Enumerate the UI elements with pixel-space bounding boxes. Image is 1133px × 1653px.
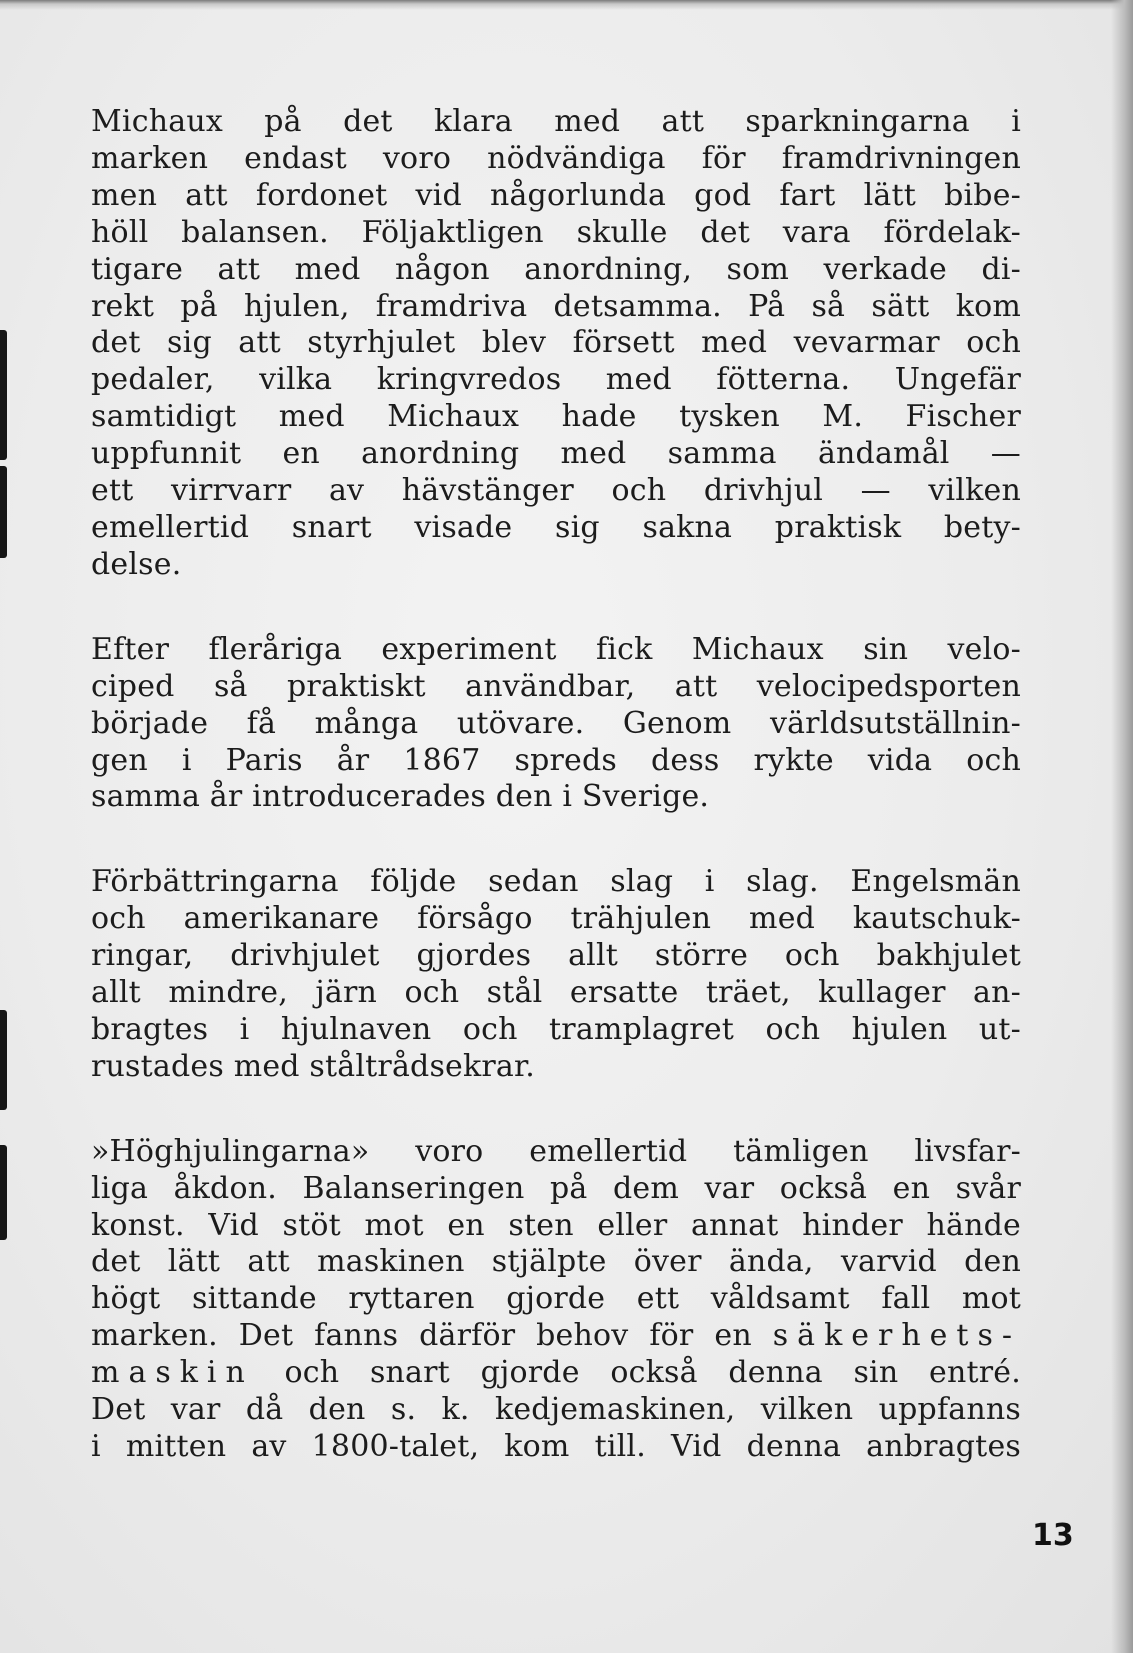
- text-line: [91, 1318, 1021, 1355]
- text-line: rekt på hjulen, framdriva detsamma. På så sätt kom: [91, 288, 1021, 324]
- paragraph-4: [91, 1134, 1021, 1466]
- text-line: ciped så praktiskt användbar, att velocipedsporten: [91, 668, 1021, 704]
- page-number: 13: [1032, 1518, 1074, 1553]
- text-line: samtidigt med Michaux hade tysken M. Fischer: [91, 399, 1021, 435]
- text-line: [91, 1355, 1021, 1392]
- paragraph-1: [91, 104, 1021, 584]
- spaced-emphasis: maskin: [91, 1355, 254, 1391]
- page-top-edge-shadow: [0, 0, 1133, 10]
- text-line: »Höghjulingarna» voro emellertid tämligen livsfar-: [91, 1133, 1021, 1169]
- text-line: ett virrvarr av hävstänger och drivhjul — vilken: [91, 473, 1021, 509]
- text-line: började få många utövare. Genom världsutställnin-: [91, 705, 1021, 741]
- text-line: allt mindre, järn och stål ersatte träet, kullager an-: [91, 975, 1021, 1011]
- page-right-edge-shadow: [1111, 0, 1133, 1653]
- paragraph-3: [91, 864, 1021, 1085]
- text-line: uppfunnit en anordning med samma ändamål —: [91, 436, 1021, 472]
- text-line: delse.: [91, 546, 182, 582]
- binding-mark: [0, 466, 7, 558]
- text-run: och snart gjorde också denna sin entré.: [253, 1355, 1021, 1391]
- body-text: [91, 104, 1021, 1514]
- paragraph-2: [91, 632, 1021, 817]
- binding-mark: [0, 1145, 7, 1240]
- text-line: men att fordonet vid någorlunda god fart lätt bibe-: [91, 177, 1021, 213]
- text-line: tigare att med någon anordning, som verkade di-: [91, 251, 1021, 287]
- text-line: Förbättringarna följde sedan slag i slag. Engelsmän: [91, 864, 1021, 900]
- text-line: konst. Vid stöt mot en sten eller annat hinder hände: [91, 1207, 1021, 1243]
- text-line: i mitten av 1800-talet, kom till. Vid denna anbragtes: [91, 1429, 1021, 1464]
- text-line: ringar, drivhjulet gjordes allt större och bakhjulet: [91, 938, 1021, 974]
- text-line: bragtes i hjulnaven och tramplagret och hjulen ut-: [91, 1011, 1021, 1047]
- text-line: höll balansen. Följaktligen skulle det vara fördelak-: [91, 214, 1021, 250]
- text-line: liga åkdon. Balanseringen på dem var också en svår: [91, 1170, 1021, 1206]
- text-line: och amerikanare försågo trähjulen med kautschuk-: [91, 901, 1021, 937]
- spaced-emphasis: säkerhets-: [772, 1318, 1021, 1354]
- text-line: marken endast voro nödvändiga för framdrivningen: [91, 140, 1021, 176]
- text-line: Det var då den s. k. kedjemaskinen, vilken uppfanns: [91, 1392, 1021, 1428]
- text-line: emellertid snart visade sig sakna praktisk bety-: [91, 509, 1021, 545]
- text-run: marken. Det fanns därför behov för en: [91, 1318, 773, 1354]
- text-line: Michaux på det klara med att sparkningarna i: [91, 104, 1021, 139]
- text-line: högt sittande ryttaren gjorde ett våldsamt fall mot: [91, 1281, 1021, 1317]
- binding-mark: [0, 1010, 7, 1110]
- text-line: samma år introducerades den i Sverige.: [91, 779, 710, 815]
- text-line: rustades med ståltrådsekrar.: [91, 1048, 535, 1084]
- text-line: det sig att styrhjulet blev försett med vevarmar och: [91, 325, 1021, 361]
- text-line: gen i Paris år 1867 spreds dess rykte vida och: [91, 742, 1021, 778]
- text-line: det lätt att maskinen stjälpte över ända, varvid den: [91, 1244, 1021, 1280]
- binding-mark: [0, 330, 7, 460]
- text-line: Efter fleråriga experiment fick Michaux sin velo-: [91, 631, 1021, 667]
- text-line: pedaler, vilka kringvredos med fötterna. Ungefär: [91, 362, 1021, 398]
